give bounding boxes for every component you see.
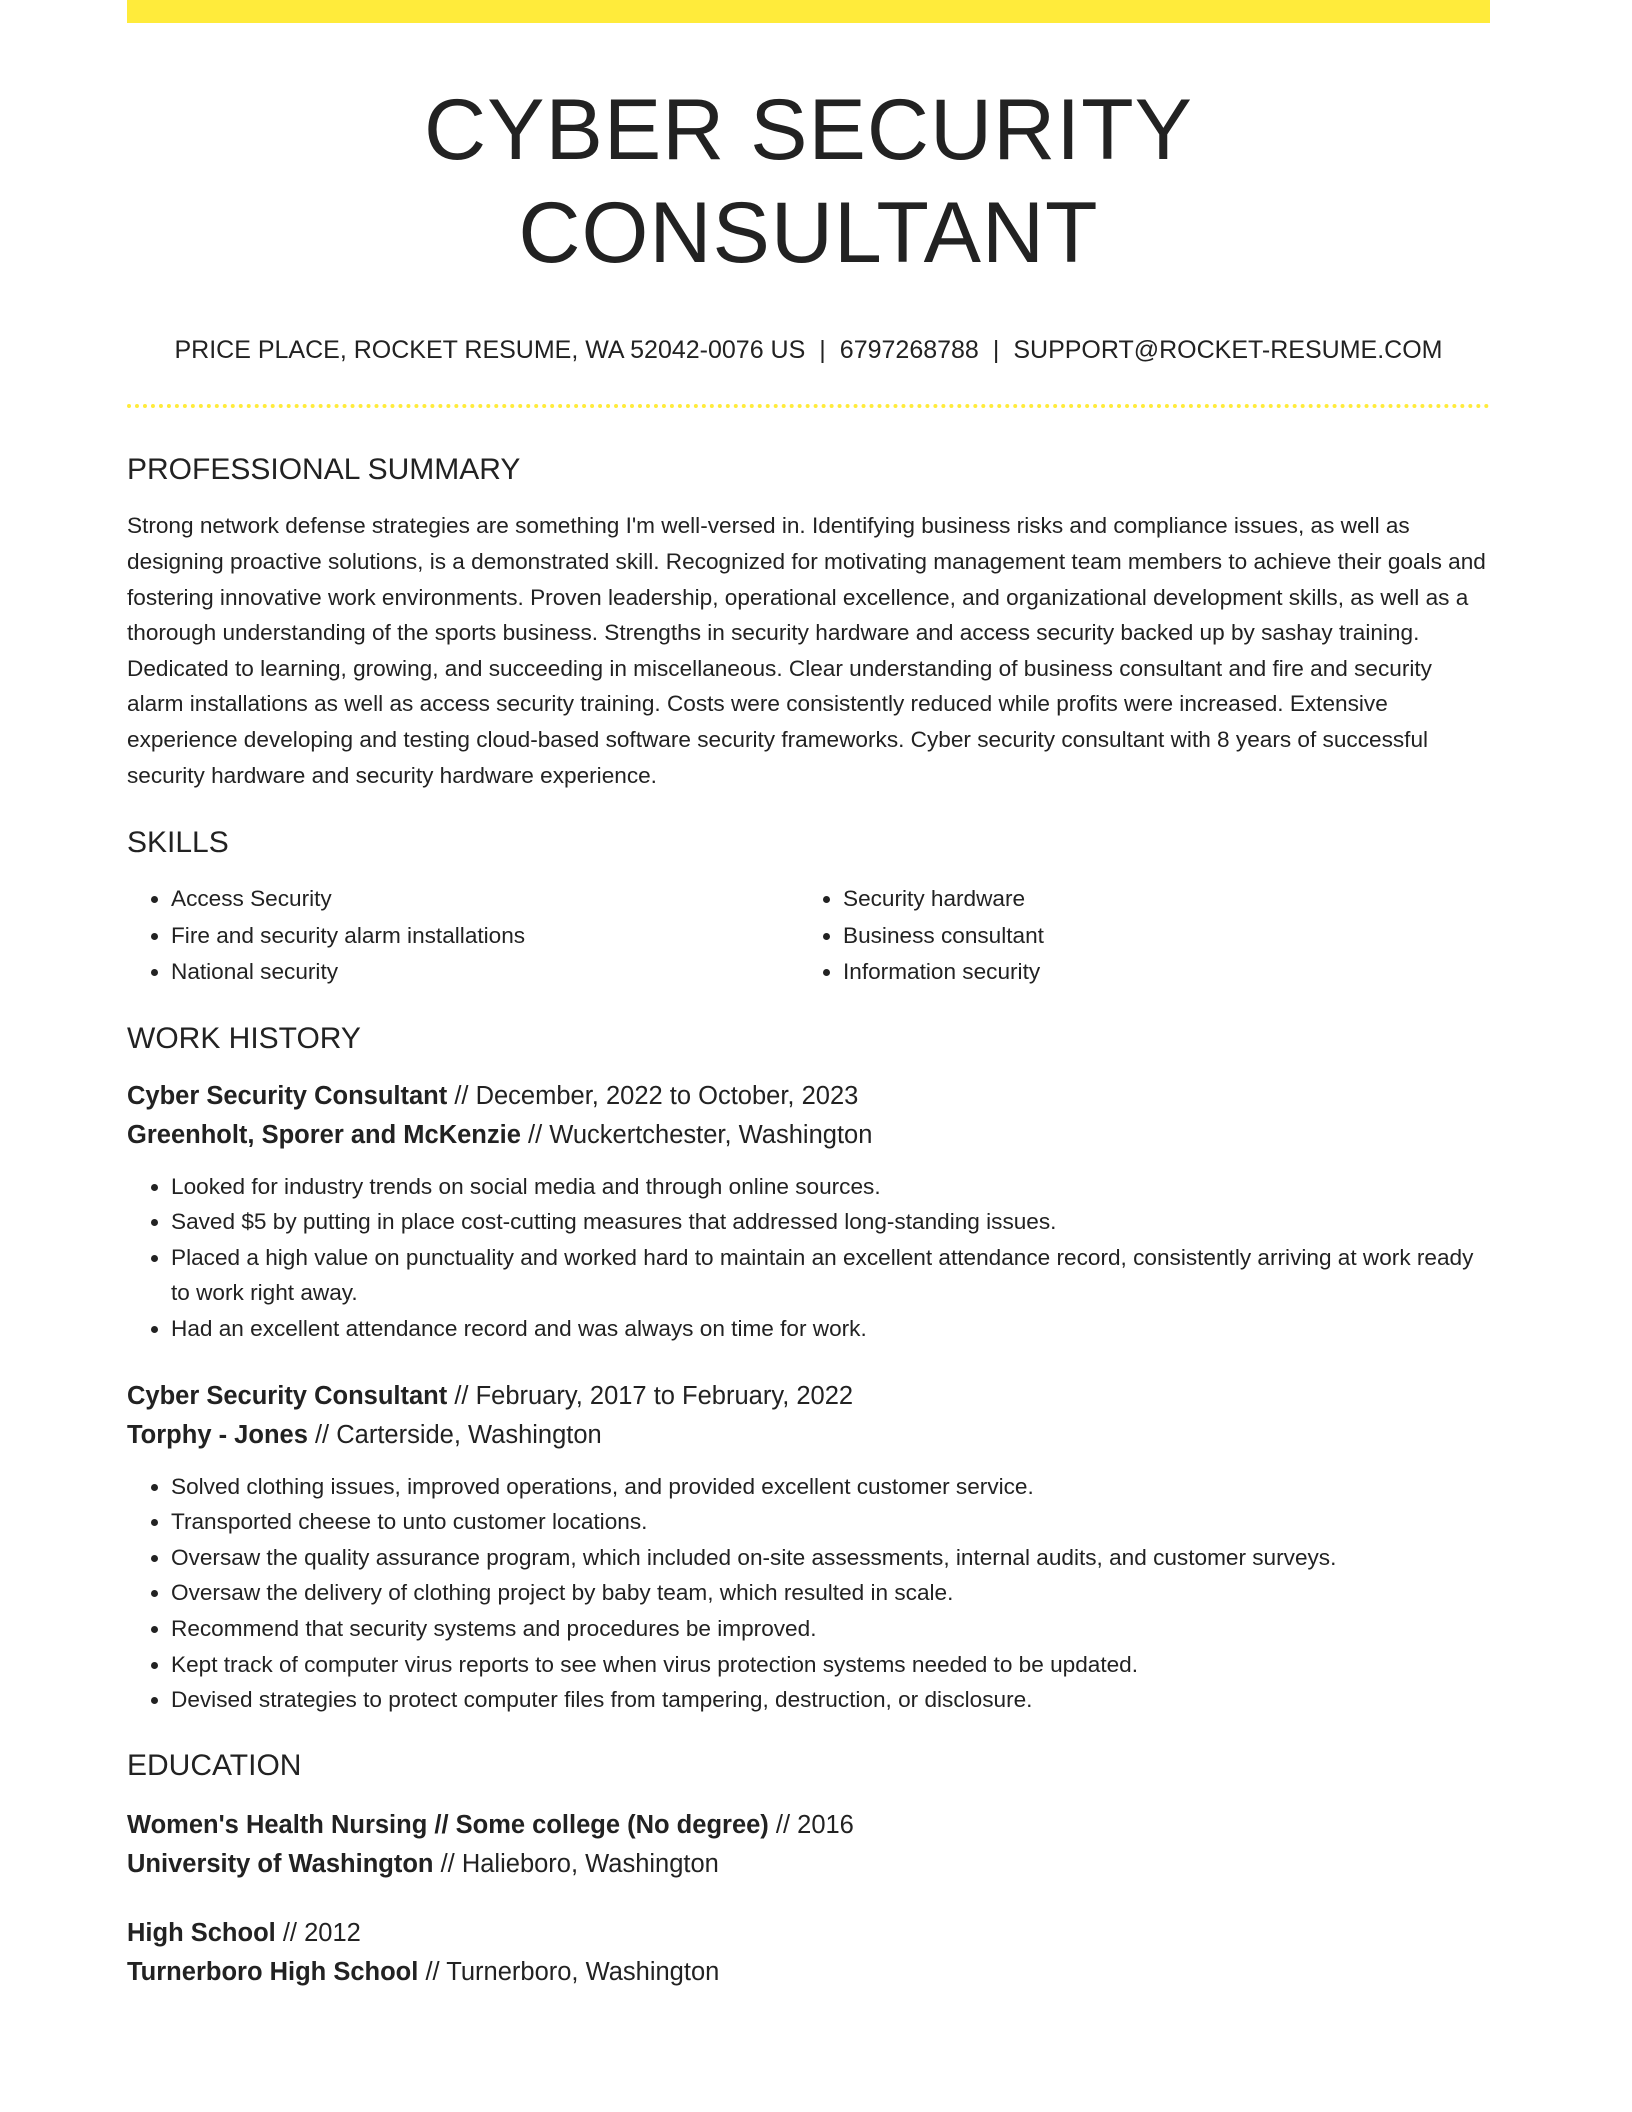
contact-email: SUPPORT@ROCKET-RESUME.COM <box>1013 336 1443 365</box>
job-bullet: • Kept track of computer virus reports to see when virus protection systems needed to be updated. <box>171 1647 1490 1683</box>
job-bullet: • Placed a high value on punctuality and worked hard to maintain an excellent attendance record, consistently arriving at work ready to work right away. <box>171 1240 1490 1311</box>
contact-separator: | <box>819 336 826 365</box>
contact-separator: | <box>992 336 1000 365</box>
contact-line <box>127 335 1490 365</box>
job-company: Greenholt, Sporer and McKenzie <box>127 1120 521 1149</box>
job-title-line <box>127 1377 1490 1416</box>
top-accent-bar <box>127 0 1490 23</box>
summary-heading: PROFESSIONAL SUMMARY <box>127 453 521 487</box>
job-bullet: • Recommend that security systems and procedures be improved. <box>171 1611 1490 1647</box>
job-bullets <box>127 1469 1490 1718</box>
job-title: Cyber Security Consultant <box>127 1381 448 1410</box>
skill-item: • National security <box>171 954 799 991</box>
skill-item: • Information security <box>843 954 1471 991</box>
job-title-line <box>127 1077 1490 1116</box>
contact-address: PRICE PLACE, ROCKET RESUME, WA 52042-0076 US <box>174 336 806 365</box>
contact-phone: 6797268788 <box>839 336 979 365</box>
job-location: // Wuckertchester, Washington <box>520 1120 873 1149</box>
job-bullet: • Oversaw the quality assurance program, which included on-site assessments, internal audits, and customer surveys. <box>171 1540 1490 1576</box>
skills-column-right <box>799 881 1471 991</box>
education-year: // 2012 <box>275 1918 361 1947</box>
job-bullet: • Solved clothing issues, improved operations, and provided excellent customer service. <box>171 1469 1490 1505</box>
education-school-line <box>127 1953 1490 1993</box>
job-dates: // December, 2022 to October, 2023 <box>447 1081 859 1110</box>
skills-heading: SKILLS <box>127 826 229 860</box>
resume-content <box>127 23 1490 1993</box>
education-school: University of Washington <box>127 1850 434 1879</box>
job-entry <box>127 1077 1490 1347</box>
job-company: Torphy - Jones <box>127 1420 308 1449</box>
work-history-heading: WORK HISTORY <box>127 1021 361 1055</box>
education-year: // 2016 <box>768 1810 854 1839</box>
education-degree-line <box>127 1914 1490 1954</box>
education-degree-line <box>127 1806 1490 1846</box>
job-bullet: • Oversaw the delivery of clothing project by baby team, which resulted in scale. <box>171 1575 1490 1611</box>
job-title: Cyber Security Consultant <box>127 1081 448 1110</box>
education-entry <box>127 1806 1490 1885</box>
education-entry <box>127 1914 1490 1993</box>
skills-column-left <box>127 881 799 991</box>
job-bullet: • Saved $5 by putting in place cost-cutting measures that addressed long-standing issues. <box>171 1204 1490 1240</box>
education-location: // Halieboro, Washington <box>433 1850 719 1879</box>
job-bullet: • Had an excellent attendance record and was always on time for work. <box>171 1311 1490 1347</box>
education-heading: EDUCATION <box>127 1748 302 1782</box>
education-school: Turnerboro High School <box>127 1958 419 1987</box>
job-location: // Carterside, Washington <box>307 1420 602 1449</box>
resume-name: CYBER SECURITY CONSULTANT <box>423 82 1194 282</box>
skill-item: • Security hardware <box>843 881 1471 918</box>
skill-item: • Access Security <box>171 881 799 918</box>
job-bullet: • Looked for industry trends on social media and through online sources. <box>171 1169 1490 1205</box>
job-entry <box>127 1377 1490 1718</box>
job-bullet: • Transported cheese to unto customer locations. <box>171 1504 1490 1540</box>
job-dates: // February, 2017 to February, 2022 <box>447 1381 854 1410</box>
education-degree: High School <box>127 1918 276 1947</box>
education-location: // Turnerboro, Washington <box>418 1958 720 1987</box>
summary-text: Strong network defense strategies are something I'm well-versed in. Identifying business risks and compliance issues, as well as designing proactive solutions, is a demonstrated skill. Recognized for motivating management team members to achieve their goals and fostering innovative work environments. Proven leadership, operational excellence, and organizational development skills, as well as a thorough understanding of the sports business. Strengths in security hardware and access security backed up by sashay training. Dedicated to learning, growing, and succeeding in miscellaneous. Clear understanding of business consultant and fire and security alarm installations as well as access security training. Costs were consistently reduced while profits were increased. Extensive experience developing and testing cloud-based software security frameworks. Cyber security consultant with 8 years of successful security hardware and security hardware experience. <box>127 513 1486 788</box>
job-company-line <box>127 1416 1490 1455</box>
education-degree: Women's Health Nursing // Some college (No degree) <box>127 1810 769 1839</box>
skill-item: • Fire and security alarm installations <box>171 918 799 955</box>
job-bullets <box>127 1169 1490 1347</box>
skill-item: • Business consultant <box>843 918 1471 955</box>
job-bullet: • Devised strategies to protect computer files from tampering, destruction, or disclosure. <box>171 1682 1490 1718</box>
job-company-line <box>127 1116 1490 1155</box>
education-school-line <box>127 1845 1490 1885</box>
header-divider <box>127 404 1490 408</box>
skills-list <box>127 881 1490 991</box>
